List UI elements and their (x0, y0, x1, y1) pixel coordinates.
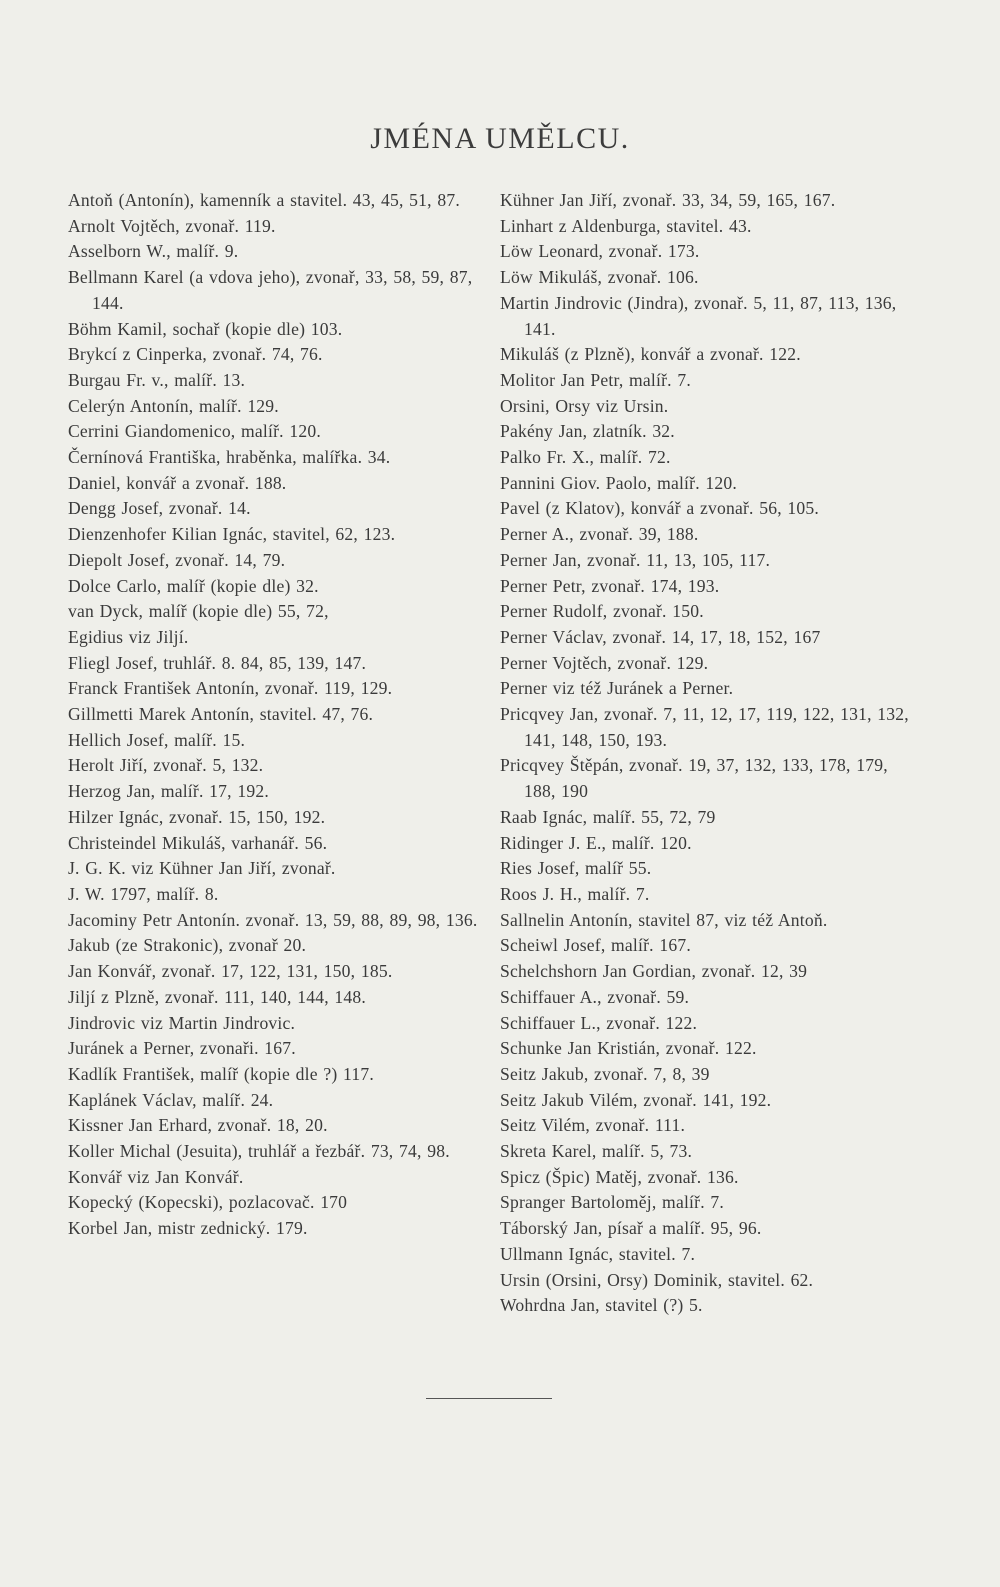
index-entry: Jiljí z Plzně, zvonař. 111, 140, 144, 148. (68, 986, 366, 1007)
index-entry: Arnolt Vojtěch, zvonař. 119. (68, 215, 276, 236)
index-entry: Herzog Jan, malíř. 17, 192. (68, 781, 269, 802)
index-entry: Perner Petr, zvonař. 174, 193. (500, 575, 720, 596)
index-entry: Scheiwl Josef, malíř. 167. (500, 935, 691, 956)
index-entry: Ridinger J. E., malíř. 120. (500, 832, 692, 853)
index-entry: Černínová Františka, hraběnka, malířka. 34. (68, 447, 391, 468)
index-entry: Pannini Giov. Paolo, malíř. 120. (500, 472, 737, 493)
page-title: JMÉNA UMĚLCU. (370, 122, 630, 155)
index-entry: Brykcí z Cinperka, zvonař. 74, 76. (68, 344, 323, 365)
index-entry: Sallnelin Antonín, stavitel 87, viz též Antoň. (500, 909, 828, 930)
index-entry: Christeindel Mikuláš, varhanář. 56. (68, 832, 328, 853)
index-entry: Ursin (Orsini, Orsy) Dominik, stavitel. 62. (500, 1269, 814, 1290)
index-entry: Dolce Carlo, malíř (kopie dle) 32. (68, 575, 319, 596)
index-entry: Gillmetti Marek Antonín, stavitel. 47, 76. (68, 704, 374, 725)
index-entry: Burgau Fr. v., malíř. 13. (68, 369, 246, 390)
index-entry: Jakub (ze Strakonic), zvonař 20. (68, 935, 307, 956)
index-entry: Jacominy Petr Antonín. zvonař. 13, 59, 88, 89, 98, 136. (68, 909, 478, 930)
index-entry: Jan Konvář, zvonař. 17, 122, 131, 150, 185. (68, 961, 393, 982)
index-entry: Dengg Josef, zvonař. 14. (68, 498, 251, 519)
index-entry: Palko Fr. X., malíř. 72. (500, 447, 671, 468)
index-entry: Pakény Jan, zlatník. 32. (500, 421, 675, 442)
index-entry: Perner Jan, zvonař. 11, 13, 105, 117. (500, 549, 771, 570)
index-entry: Pricqvey Štěpán, zvonař. 19, 37, 132, 133, 178, 179, 188, 190 (500, 755, 888, 802)
index-entry: Perner A., zvonař. 39, 188. (500, 524, 699, 545)
index-entry: Linhart z Aldenburga, stavitel. 43. (500, 215, 752, 236)
index-entry: Kissner Jan Erhard, zvonař. 18, 20. (68, 1115, 328, 1136)
index-entry: Franck František Antonín, zvonař. 119, 129. (68, 678, 393, 699)
index-entry: Schiffauer L., zvonař. 122. (500, 1012, 698, 1033)
index-entry: Antoň (Antonín), kamenník a stavitel. 43, 45, 51, 87. (68, 190, 460, 210)
index-entry: Orsini, Orsy viz Ursin. (500, 395, 669, 416)
index-entry: Kopecký (Kopecski), pozlacovač. 170 (68, 1192, 348, 1213)
index-entry: Perner Rudolf, zvonař. 150. (500, 601, 704, 622)
index-entry: Daniel, konvář a zvonař. 188. (68, 472, 287, 493)
index-entry: Molitor Jan Petr, malíř. 7. (500, 369, 691, 390)
index-entry: Jindrovic viz Martin Jindrovic. (68, 1012, 296, 1033)
index-entry: Konvář viz Jan Konvář. (68, 1166, 244, 1187)
index-column-left (68, 188, 488, 1242)
index-entry: Spranger Bartoloměj, malíř. 7. (500, 1192, 724, 1213)
index-entry: Böhm Kamil, sochař (kopie dle) 103. (68, 318, 343, 339)
index-entry: Schelchshorn Jan Gordian, zvonař. 12, 39 (500, 961, 808, 982)
index-entry: Roos J. H., malíř. 7. (500, 883, 650, 904)
index-entry: Seitz Jakub, zvonař. 7, 8, 39 (500, 1063, 710, 1084)
index-entry: Herolt Jiří, zvonař. 5, 132. (68, 755, 264, 776)
index-entry: Perner Vojtěch, zvonař. 129. (500, 652, 709, 673)
index-entry: Pavel (z Klatov), konvář a zvonař. 56, 105. (500, 498, 819, 519)
index-entry: Seitz Vilém, zvonař. 111. (500, 1115, 686, 1136)
index-entry: Ries Josef, malíř 55. (500, 858, 652, 879)
index-entry: J. W. 1797, malíř. 8. (68, 883, 219, 904)
index-entry: Kadlík František, malíř (kopie dle ?) 117. (68, 1063, 374, 1084)
index-entry: Mikuláš (z Plzně), konvář a zvonař. 122. (500, 344, 801, 365)
index-entry: Löw Mikuláš, zvonař. 106. (500, 267, 699, 288)
index-entry: Diepolt Josef, zvonař. 14, 79. (68, 549, 286, 570)
index-entry: Bellmann Karel (a vdova jeho), zvonař, 33, 58, 59, 87, 144. (68, 267, 473, 313)
index-entry: Asselborn W., malíř. 9. (68, 241, 239, 262)
index-entry: Perner viz též Juránek a Perner. (500, 678, 734, 699)
index-entry: Skreta Karel, malíř. 5, 73. (500, 1141, 693, 1162)
index-entry: Wohrdna Jan, stavitel (?) 5. (500, 1295, 703, 1316)
index-entry: Koller Michal (Jesuita), truhlář a řezbář. 73, 74, 98. (68, 1141, 450, 1162)
index-entry: Schiffauer A., zvonař. 59. (500, 986, 690, 1007)
index-entry: Cerrini Giandomenico, malíř. 120. (68, 421, 321, 442)
closing-rule (426, 1398, 552, 1399)
index-entry: Hilzer Ignác, zvonař. 15, 150, 192. (68, 806, 326, 827)
index-entry: Táborský Jan, písař a malíř. 95, 96. (500, 1218, 762, 1239)
index-entry: Pricqvey Jan, zvonař. 7, 11, 12, 17, 119, 122, 131, 132, 141, 148, 150, 193. (500, 704, 909, 750)
index-entry: Korbel Jan, mistr zednický. 179. (68, 1218, 308, 1239)
index-entry: Egidius viz Jiljí. (68, 626, 189, 647)
index-entry: Celerýn Antonín, malíř. 129. (68, 395, 279, 416)
index-entry: Löw Leonard, zvonař. 173. (500, 241, 700, 262)
index-column-right (500, 188, 920, 1319)
index-entry: Perner Václav, zvonař. 14, 17, 18, 152, 167 (500, 626, 821, 647)
index-entry: Raab Ignác, malíř. 55, 72, 79 (500, 806, 716, 827)
index-entry: Seitz Jakub Vilém, zvonař. 141, 192. (500, 1089, 772, 1110)
index-entry: J. G. K. viz Kühner Jan Jiří, zvonař. (68, 858, 336, 879)
index-entry: Juránek a Perner, zvonaři. 167. (68, 1038, 296, 1059)
index-entry: Schunke Jan Kristián, zvonař. 122. (500, 1038, 757, 1059)
index-entry: van Dyck, malíř (kopie dle) 55, 72, (68, 601, 329, 622)
index-entry: Ullmann Ignác, stavitel. 7. (500, 1243, 696, 1264)
index-entry: Fliegl Josef, truhlář. 8. 84, 85, 139, 147. (68, 652, 367, 673)
index-entry: Hellich Josef, malíř. 15. (68, 729, 246, 750)
index-entry: Dienzenhofer Kilian Ignác, stavitel, 62, 123. (68, 524, 396, 545)
index-entry: Spicz (Špic) Matěj, zvonař. 136. (500, 1166, 739, 1187)
index-entry: Kaplánek Václav, malíř. 24. (68, 1089, 274, 1110)
index-entry: Kühner Jan Jiří, zvonař. 33, 34, 59, 165, 167. (500, 190, 836, 210)
index-entry: Martin Jindrovic (Jindra), zvonař. 5, 11, 87, 113, 136, 141. (500, 292, 897, 339)
